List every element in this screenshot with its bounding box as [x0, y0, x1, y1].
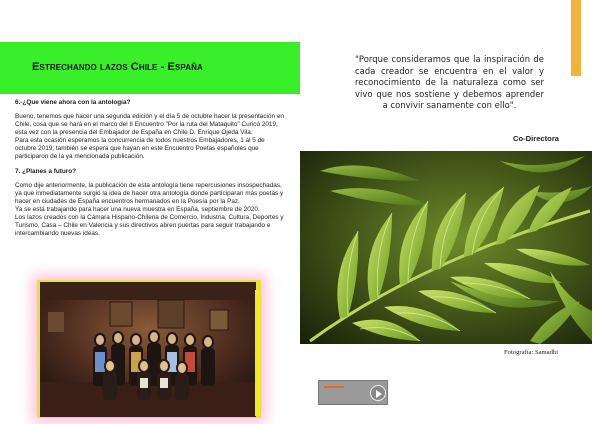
answer-paragraph: Como dije anteriormente, la publicación de esta antología tiene repercusiones insospechadas, ya que inmediatamente surgió la idea de hacer otra antología donde participaran más poetas y hacer en ciudades de España encuentros hermanados en la Poesía por la Paz.: [15, 182, 284, 205]
accent-bar: [571, 0, 581, 76]
group-photo-image: [40, 282, 256, 417]
answer-paragraph: Ya se está trabajando para hacer una nueva muestra en España, septiembre de 2020.: [15, 206, 260, 213]
article-body: [15, 99, 284, 238]
photo-caption: Fotografía: Samadhi: [504, 349, 559, 356]
article-title: Estrechando lazos Chile - España: [32, 61, 203, 73]
fern-photo-image: [300, 151, 592, 344]
question-heading: 7. ¿Planes a futuro?: [15, 168, 77, 175]
badge-accent-line: [324, 386, 344, 388]
group-photo: [40, 282, 256, 417]
answer-paragraph: Los lazos creados con la Cámara Hispano-Chilena de Comercio, Industria, Cultura, Deportes y Turismo, Casa – Chile en Valencia y sus directivos abren puertas para seguir trabajando e intercambiando nuevas ideas.: [15, 214, 284, 237]
photo-frame-stripe: [255, 290, 260, 416]
play-icon: [370, 385, 386, 401]
answer-paragraph: Bueno, tenemos que hacer una segunda edición y el día 5 de octubre hacer la presentación en Chile, cosa que se hará en el marco del II Encuentro "Por la ruta del Mataquito" Curicó 2019, esta vez con la presencia del Embajador de España en Chile D. Enrique Ojeda Vila.: [15, 113, 284, 136]
pull-quote: "Porque consideramos que la inspiración de cada creador se encuentra en el valor y reconocimiento de la naturaleza como ser vivo que nos sostiene y debemos aprender a convivir sanamente con ello".: [355, 54, 544, 111]
media-badge: [318, 380, 388, 405]
question-heading: 6.-¿Que viene ahora con la antología?: [15, 99, 131, 106]
answer-paragraph: Para esta ocasión esperamos la concurrencia de todos nuestros Embajadores, 1 al 5 de octubre 2019; también se espera que hayan en este Encuentro Poetas españoles que participaron de la ya mencionada publicación.: [15, 137, 265, 160]
fern-photo: [300, 151, 592, 344]
title-banner: [0, 42, 300, 94]
quote-signature: Co-Directora: [513, 134, 559, 143]
